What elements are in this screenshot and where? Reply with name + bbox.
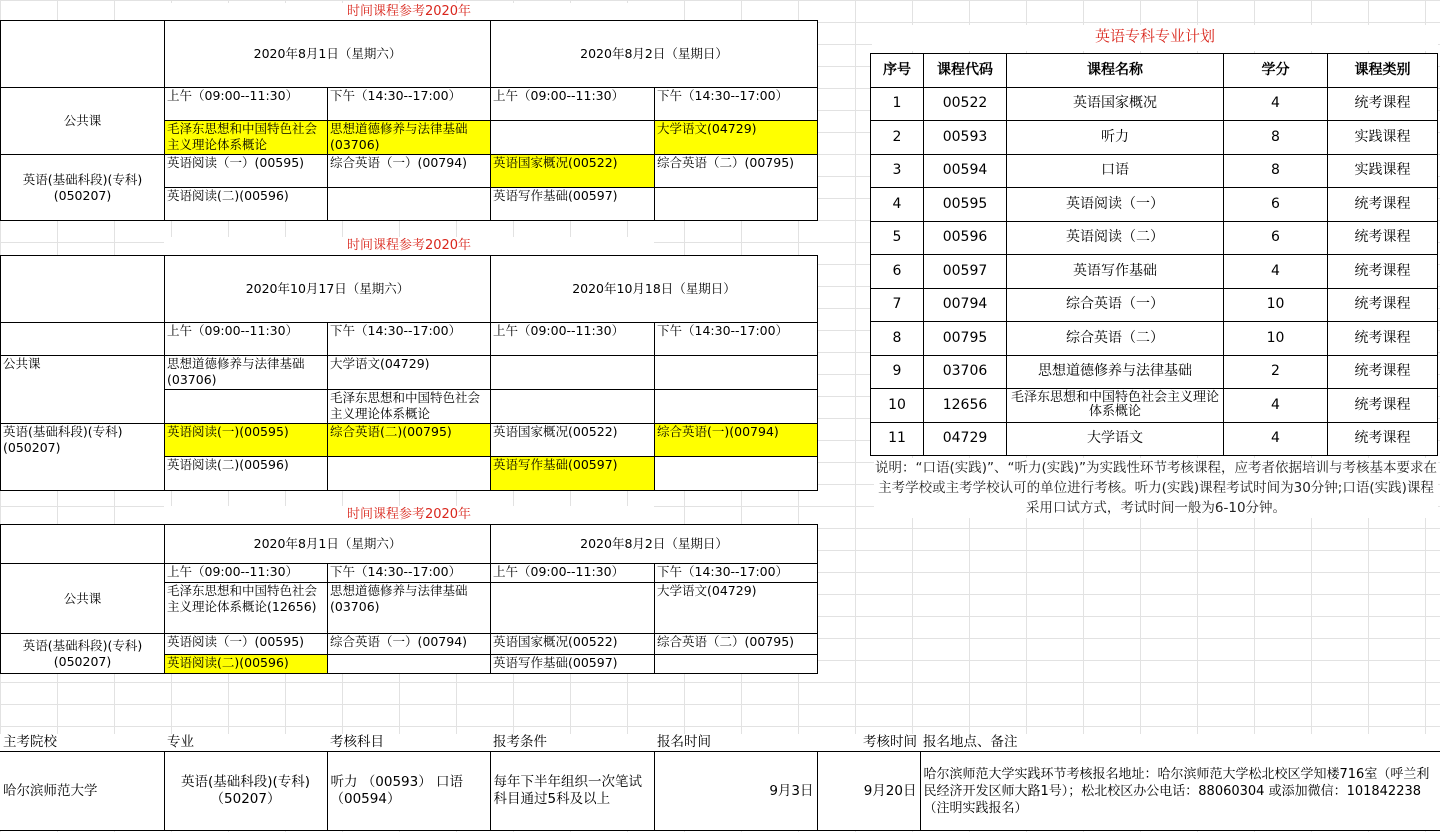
reg-header: 专业	[164, 734, 327, 752]
slot-header: 上午（09:00--11:30）	[491, 564, 655, 583]
cell: 5	[871, 221, 924, 255]
course-cell: 大学语文(04729)	[655, 121, 818, 155]
table-row	[871, 288, 1438, 322]
cell: 统考课程	[1328, 221, 1438, 255]
table-row	[871, 322, 1438, 356]
course-cell: 综合英语（一）(00794)	[328, 155, 491, 188]
corner-cell	[1, 21, 165, 88]
course-cell	[491, 390, 655, 424]
cell: 10	[871, 389, 924, 423]
plan-header: 课程代码	[924, 54, 1007, 88]
course-cell: 思想道德修养与法律基础(03706)	[328, 121, 491, 155]
cell: 00594	[924, 154, 1007, 188]
cell: 04729	[924, 422, 1007, 456]
course-cell: 综合英语（二）(00795)	[655, 155, 818, 188]
location-note-cell: 哈尔滨师范大学实践环节考核报名地址：哈尔滨师范大学松北校区学知楼716室（呼兰利民经济开发区师大路1号）；松北校区办公电话：88060304 或添加微信：101842238（注明实践报名）	[920, 752, 1440, 831]
cell: 00794	[924, 288, 1007, 322]
table-row	[871, 87, 1438, 121]
schedule-table-1	[0, 20, 818, 221]
cell: 00597	[924, 255, 1007, 289]
cell: 英语写作基础	[1007, 255, 1224, 289]
course-cell	[655, 390, 818, 424]
plan-header: 学分	[1224, 54, 1328, 88]
course-cell: 思想道德修养与法律基础(03706)	[328, 583, 491, 634]
cell: 实践课程	[1328, 154, 1438, 188]
cell: 4	[1224, 87, 1328, 121]
slot-header: 下午（14:30--17:00）	[655, 564, 818, 583]
cell: 大学语文	[1007, 422, 1224, 456]
slot-header: 下午（14:30--17:00）	[328, 564, 491, 583]
schedule-title-1: 时间课程参考2020年	[164, 3, 654, 21]
plan-header: 课程类别	[1328, 54, 1438, 88]
schedule-table-2	[0, 255, 818, 491]
course-cell: 综合英语(二)(00795)	[328, 424, 491, 457]
registration-table	[0, 734, 1440, 831]
course-cell	[491, 356, 655, 390]
cell: 统考课程	[1328, 288, 1438, 322]
course-cell: 毛泽东思想和中国特色社会主义理论体系概论	[165, 121, 328, 155]
course-cell: 综合英语(一)(00794)	[655, 424, 818, 457]
cell: 统考课程	[1328, 322, 1438, 356]
day-header: 2020年8月1日（星期六）	[165, 525, 491, 564]
subject-cell: 听力 （00593） 口语 （00594）	[327, 752, 490, 831]
public-course-label: 公共课	[1, 356, 165, 424]
cell: 毛泽东思想和中国特色社会主义理论体系概论	[1007, 389, 1224, 423]
cell: 统考课程	[1328, 87, 1438, 121]
registration-row	[0, 752, 1440, 831]
cell: 统考课程	[1328, 355, 1438, 389]
table-row	[871, 121, 1438, 155]
plan-title: 英语专科专业计划	[872, 25, 1438, 51]
cell: 英语阅读（一）	[1007, 188, 1224, 222]
cell: 英语阅读（二）	[1007, 221, 1224, 255]
day-header: 2020年8月1日（星期六）	[165, 21, 491, 88]
course-cell	[655, 188, 818, 221]
course-cell: 英语写作基础(00597)	[491, 655, 655, 674]
table-row	[871, 188, 1438, 222]
cell: 4	[871, 188, 924, 222]
course-cell: 毛泽东思想和中国特色社会主义理论体系概论	[328, 390, 491, 424]
day-header: 2020年10月17日（星期六）	[165, 256, 491, 323]
reg-header: 主考院校	[0, 734, 164, 752]
cell: 统考课程	[1328, 422, 1438, 456]
table-row	[871, 221, 1438, 255]
cell: 03706	[924, 355, 1007, 389]
schedule-title-3: 时间课程参考2020年	[164, 506, 654, 524]
plan-header: 序号	[871, 54, 924, 88]
cell: 6	[1224, 221, 1328, 255]
course-cell	[655, 457, 818, 491]
course-cell: 大学语文(04729)	[655, 583, 818, 634]
blank-cell	[1, 323, 165, 356]
course-cell: 英语国家概况(00522)	[491, 424, 655, 457]
course-cell	[655, 356, 818, 390]
course-cell: 综合英语（二）(00795)	[655, 634, 818, 655]
slot-header: 下午（14:30--17:00）	[655, 88, 818, 121]
table-row	[871, 422, 1438, 456]
reg-header: 考核科目	[327, 734, 490, 752]
slot-header: 下午（14:30--17:00）	[328, 88, 491, 121]
course-cell	[328, 188, 491, 221]
course-cell	[491, 121, 655, 155]
major-cell: 英语(基础科段)(专科)（50207）	[164, 752, 327, 831]
day-header: 2020年8月2日（星期日）	[491, 21, 818, 88]
register-date-cell: 9月3日	[654, 752, 817, 831]
course-cell: 大学语文(04729)	[328, 356, 491, 390]
table-row	[871, 154, 1438, 188]
course-cell: 英语阅读(二)(00596)	[165, 457, 328, 491]
plan-header: 课程名称	[1007, 54, 1224, 88]
table-row	[871, 255, 1438, 289]
cell: 00595	[924, 188, 1007, 222]
public-course-label: 公共课	[1, 564, 165, 634]
public-course-label: 公共课	[1, 88, 165, 155]
course-cell: 综合英语（一）(00794)	[328, 634, 491, 655]
cell: 8	[1224, 121, 1328, 155]
cell: 听力	[1007, 121, 1224, 155]
slot-header: 上午（09:00--11:30）	[165, 564, 328, 583]
course-cell: 思想道德修养与法律基础(03706)	[165, 356, 328, 390]
cell: 00795	[924, 322, 1007, 356]
slot-header: 上午（09:00--11:30）	[491, 323, 655, 356]
cell: 6	[871, 255, 924, 289]
course-cell	[165, 390, 328, 424]
cell: 8	[871, 322, 924, 356]
corner-cell	[1, 525, 165, 564]
cell: 统考课程	[1328, 255, 1438, 289]
cell: 英语国家概况	[1007, 87, 1224, 121]
cell: 10	[1224, 288, 1328, 322]
reg-header: 报名时间	[654, 734, 817, 752]
course-cell: 英语阅读(一)(00595)	[165, 424, 328, 457]
cell: 统考课程	[1328, 188, 1438, 222]
table-row	[871, 389, 1438, 423]
table-row	[871, 355, 1438, 389]
major-label: 英语(基础科段)(专科)(050207)	[1, 424, 165, 491]
reg-header: 报名地点、备注	[920, 734, 1440, 752]
school-cell: 哈尔滨师范大学	[0, 752, 164, 831]
corner-cell	[1, 256, 165, 323]
course-cell: 英语阅读(二)(00596)	[165, 188, 328, 221]
plan-header-row	[871, 54, 1438, 88]
course-cell: 英语写作基础(00597)	[491, 188, 655, 221]
registration-header-row	[0, 734, 1440, 752]
course-cell	[491, 583, 655, 634]
course-cell: 英语国家概况(00522)	[491, 155, 655, 188]
slot-header: 上午（09:00--11:30）	[165, 323, 328, 356]
exam-date-cell: 9月20日	[817, 752, 920, 831]
cell: 1	[871, 87, 924, 121]
cell: 00522	[924, 87, 1007, 121]
day-header: 2020年10月18日（星期日）	[491, 256, 818, 323]
condition-cell: 每年下半年组织一次笔试科目通过5科及以上	[490, 752, 654, 831]
slot-header: 下午（14:30--17:00）	[655, 323, 818, 356]
cell: 10	[1224, 322, 1328, 356]
course-cell: 英语阅读（一）(00595)	[165, 634, 328, 655]
plan-note: 说明：“口语(实践)”、“听力(实践)”为实践性环节考核课程，应考者依据培训与考核基本要求在主考学校或主考学校认可的单位进行考核。听力(实践)课程考试时间为30分钟;口语(实践)课程采用口试方式，考试时间一般为6-10分钟。	[874, 460, 1438, 516]
slot-header: 上午（09:00--11:30）	[165, 88, 328, 121]
cell: 统考课程	[1328, 389, 1438, 423]
cell: 00593	[924, 121, 1007, 155]
cell: 9	[871, 355, 924, 389]
cell: 2	[1224, 355, 1328, 389]
cell: 11	[871, 422, 924, 456]
course-cell: 毛泽东思想和中国特色社会主义理论体系概论(12656)	[165, 583, 328, 634]
cell: 00596	[924, 221, 1007, 255]
course-cell: 英语国家概况(00522)	[491, 634, 655, 655]
cell: 4	[1224, 389, 1328, 423]
cell: 4	[1224, 422, 1328, 456]
course-cell	[655, 655, 818, 674]
cell: 6	[1224, 188, 1328, 222]
cell: 8	[1224, 154, 1328, 188]
cell: 3	[871, 154, 924, 188]
slot-header: 上午（09:00--11:30）	[491, 88, 655, 121]
cell: 2	[871, 121, 924, 155]
major-label: 英语(基础科段)(专科)(050207)	[1, 155, 165, 221]
reg-header: 报考条件	[490, 734, 654, 752]
cell: 12656	[924, 389, 1007, 423]
course-cell: 英语写作基础(00597)	[491, 457, 655, 491]
cell: 7	[871, 288, 924, 322]
schedule-title-2: 时间课程参考2020年	[164, 237, 654, 255]
day-header: 2020年8月2日（星期日）	[491, 525, 818, 564]
cell: 4	[1224, 255, 1328, 289]
reg-header: 考核时间	[817, 734, 920, 752]
cell: 综合英语（一）	[1007, 288, 1224, 322]
course-cell	[328, 655, 491, 674]
plan-table	[870, 53, 1438, 456]
slot-header: 下午（14:30--17:00）	[328, 323, 491, 356]
course-cell: 英语阅读（一）(00595)	[165, 155, 328, 188]
cell: 口语	[1007, 154, 1224, 188]
course-cell	[328, 457, 491, 491]
cell: 思想道德修养与法律基础	[1007, 355, 1224, 389]
schedule-table-3	[0, 524, 818, 674]
course-cell: 英语阅读(二)(00596)	[165, 655, 328, 674]
cell: 实践课程	[1328, 121, 1438, 155]
cell: 综合英语（二）	[1007, 322, 1224, 356]
major-label: 英语(基础科段)(专科)(050207)	[1, 634, 165, 674]
